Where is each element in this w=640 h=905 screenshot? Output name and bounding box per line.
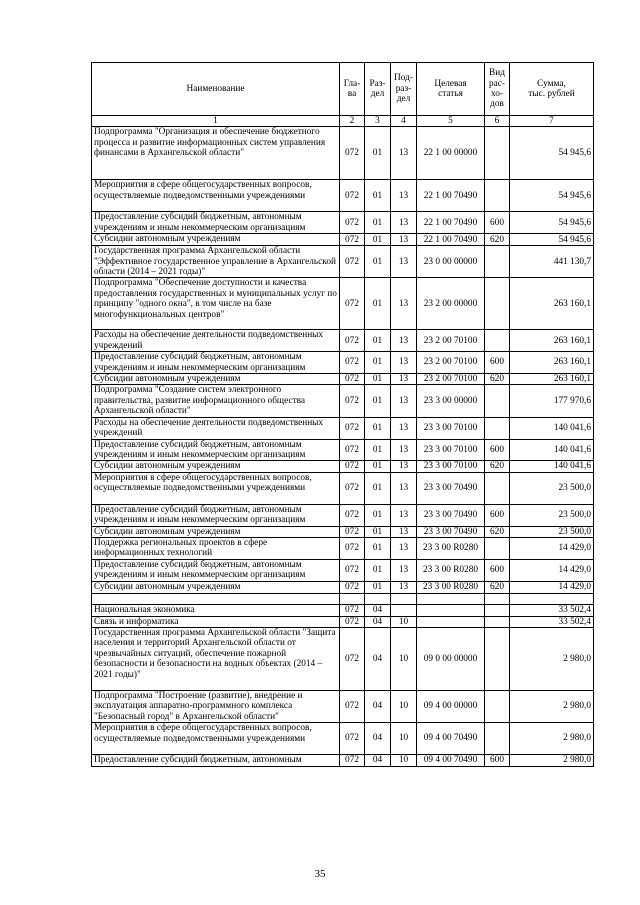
row-name: Мероприятия в сфере общегосударственных вопросов, осуществляемые подведомственными учреждениями [92, 472, 340, 504]
row-glava: 072 [340, 504, 365, 526]
row-target: 22 1 00 70490 [417, 212, 485, 234]
header-podrazdel [391, 63, 417, 116]
row-sum: 2 980,0 [510, 690, 594, 722]
row-target: 23 3 00 R0280 [417, 559, 485, 581]
row-glava: 072 [340, 581, 365, 593]
row-vid [485, 627, 510, 690]
column-number-row [92, 116, 594, 127]
row-sum: 140 041,6 [510, 439, 594, 461]
row-podrazdel: 10 [391, 723, 417, 755]
column-number: 4 [391, 116, 417, 127]
row-sum: 33 502,4 [510, 616, 594, 627]
row-name: Предоставление субсидий бюджетным, автономным [92, 755, 340, 766]
row-name: Субсидии автономным учреждениям [92, 234, 340, 246]
table-row [92, 212, 594, 234]
row-podrazdel: 13 [391, 472, 417, 504]
column-number: 2 [340, 116, 365, 127]
row-podrazdel: 13 [391, 385, 417, 417]
row-razdel: 01 [365, 180, 391, 212]
row-sum [510, 593, 594, 604]
row-name: Субсидии автономным учреждениям [92, 461, 340, 472]
row-name: Мероприятия в сфере общегосударственных вопросов, осуществляемые подведомственными учреждениями [92, 723, 340, 755]
row-razdel: 04 [365, 723, 391, 755]
header-sum [510, 63, 594, 116]
header-razdel [365, 63, 391, 116]
row-razdel: 04 [365, 690, 391, 722]
row-podrazdel: 13 [391, 352, 417, 374]
header-podrazdel-text: Под- раз- дел [394, 73, 413, 105]
table-row [92, 537, 594, 559]
row-podrazdel: 10 [391, 690, 417, 722]
column-number: 7 [510, 116, 594, 127]
row-podrazdel: 13 [391, 180, 417, 212]
row-podrazdel: 13 [391, 504, 417, 526]
row-vid: 620 [485, 461, 510, 472]
row-podrazdel: 13 [391, 212, 417, 234]
row-vid: 620 [485, 374, 510, 385]
row-vid [485, 723, 510, 755]
table-row [92, 330, 594, 352]
row-sum: 14 429,0 [510, 537, 594, 559]
row-glava: 072 [340, 278, 365, 330]
row-razdel: 01 [365, 278, 391, 330]
row-sum: 23 500,0 [510, 472, 594, 504]
row-podrazdel: 13 [391, 417, 417, 439]
row-glava: 072 [340, 627, 365, 690]
row-target: 09 4 00 00000 [417, 690, 485, 722]
row-sum: 23 500,0 [510, 526, 594, 537]
row-vid [485, 330, 510, 352]
row-sum: 14 429,0 [510, 581, 594, 593]
header-glava-text: Гла- ва [343, 78, 361, 99]
row-glava: 072 [340, 127, 365, 180]
row-name: Национальная экономика [92, 604, 340, 616]
row-name: Предоставление субсидий бюджетным, автономным учреждениям и иным некоммерческим организациям [92, 504, 340, 526]
row-podrazdel [391, 593, 417, 604]
row-sum: 263 160,1 [510, 278, 594, 330]
row-glava: 072 [340, 472, 365, 504]
row-vid [485, 417, 510, 439]
row-target: 23 3 00 70490 [417, 472, 485, 504]
row-podrazdel: 13 [391, 537, 417, 559]
row-podrazdel: 13 [391, 330, 417, 352]
row-name: Предоставление субсидий бюджетным, автономным учреждениям и иным некоммерческим организациям [92, 212, 340, 234]
row-glava: 072 [340, 374, 365, 385]
row-glava: 072 [340, 352, 365, 374]
row-vid: 600 [485, 755, 510, 766]
row-vid: 600 [485, 212, 510, 234]
row-vid: 620 [485, 526, 510, 537]
row-sum: 441 130,7 [510, 246, 594, 278]
table-row [92, 461, 594, 472]
row-glava: 072 [340, 180, 365, 212]
row-razdel: 01 [365, 472, 391, 504]
table-row [92, 417, 594, 439]
row-podrazdel: 10 [391, 627, 417, 690]
row-target: 23 0 00 00000 [417, 246, 485, 278]
table-row [92, 278, 594, 330]
row-podrazdel [391, 604, 417, 616]
row-sum: 140 041,6 [510, 417, 594, 439]
row-sum: 54 945,6 [510, 212, 594, 234]
row-vid [485, 537, 510, 559]
row-target: 22 1 00 00000 [417, 127, 485, 180]
row-vid [485, 278, 510, 330]
row-target: 23 3 00 70490 [417, 526, 485, 537]
row-name: Государственная программа Архангельской области "Эффективное государственное управление в Архангельской области (2014 – 2021 годы)" [92, 246, 340, 278]
header-vid [485, 63, 510, 116]
row-sum: 263 160,1 [510, 330, 594, 352]
row-vid: 600 [485, 439, 510, 461]
row-vid [485, 180, 510, 212]
table-row [92, 180, 594, 212]
row-razdel: 04 [365, 755, 391, 766]
row-name: Связь и информатика [92, 616, 340, 627]
row-name: Предоставление субсидий бюджетным, автономным учреждениям и иным некоммерческим организациям [92, 559, 340, 581]
table-row [92, 504, 594, 526]
row-sum: 54 945,6 [510, 127, 594, 180]
row-name: Субсидии автономным учреждениям [92, 526, 340, 537]
row-razdel: 04 [365, 627, 391, 690]
table-body [92, 127, 594, 766]
row-podrazdel: 13 [391, 374, 417, 385]
row-podrazdel: 13 [391, 581, 417, 593]
row-razdel: 01 [365, 537, 391, 559]
row-target: 23 3 00 70100 [417, 417, 485, 439]
row-glava [340, 593, 365, 604]
header-row [92, 63, 594, 116]
row-podrazdel: 13 [391, 246, 417, 278]
row-sum: 263 160,1 [510, 352, 594, 374]
row-razdel: 01 [365, 330, 391, 352]
row-vid [485, 385, 510, 417]
row-name: Подпрограмма "Построение (развитие), внедрение и эксплуатация аппаратно-программного комплекса "Безопасный город" в Архангельской области" [92, 690, 340, 722]
row-name: Предоставление субсидий бюджетным, автономным учреждениям и иным некоммерческим организациям [92, 352, 340, 374]
table-row [92, 690, 594, 722]
table-row [92, 385, 594, 417]
row-vid: 600 [485, 352, 510, 374]
row-podrazdel: 10 [391, 755, 417, 766]
row-razdel: 01 [365, 526, 391, 537]
row-name: Расходы на обеспечение деятельности подведомственных учреждений [92, 330, 340, 352]
row-razdel: 01 [365, 559, 391, 581]
row-target: 09 4 00 70490 [417, 723, 485, 755]
row-target: 22 1 00 70490 [417, 234, 485, 246]
row-podrazdel: 10 [391, 616, 417, 627]
row-razdel: 01 [365, 461, 391, 472]
row-razdel: 01 [365, 417, 391, 439]
row-glava: 072 [340, 604, 365, 616]
row-sum: 33 502,4 [510, 604, 594, 616]
row-glava: 072 [340, 616, 365, 627]
row-sum: 2 980,0 [510, 627, 594, 690]
row-glava: 072 [340, 246, 365, 278]
column-number: 1 [92, 116, 340, 127]
column-number: 3 [365, 116, 391, 127]
header-name: Наименование [92, 63, 340, 116]
table-row [92, 439, 594, 461]
row-sum: 140 041,6 [510, 461, 594, 472]
row-target: 09 0 00 00000 [417, 627, 485, 690]
table-row [92, 559, 594, 581]
table-row [92, 616, 594, 627]
row-podrazdel: 13 [391, 234, 417, 246]
row-name: Подпрограмма "Обеспечение доступности и качества предоставления государственных и муниципальных услуг по принципу "одного окна", в том числе на базе многофункциональных центров" [92, 278, 340, 330]
row-glava: 072 [340, 723, 365, 755]
row-podrazdel: 13 [391, 278, 417, 330]
header-sum-text: Сумма, тыс. рублей [528, 78, 575, 99]
table-row [92, 127, 594, 180]
row-target: 23 2 00 70100 [417, 330, 485, 352]
row-target: 23 3 00 R0280 [417, 537, 485, 559]
row-podrazdel: 13 [391, 461, 417, 472]
row-vid [485, 127, 510, 180]
row-sum: 263 160,1 [510, 374, 594, 385]
row-glava: 072 [340, 439, 365, 461]
row-glava: 072 [340, 234, 365, 246]
row-target: 23 3 00 70100 [417, 461, 485, 472]
row-podrazdel: 13 [391, 526, 417, 537]
row-vid [485, 604, 510, 616]
row-sum: 177 970,6 [510, 385, 594, 417]
table-row [92, 234, 594, 246]
row-name: Подпрограмма "Организация и обеспечение бюджетного процесса и развитие информационных систем управления финансами в Архангельской области" [92, 127, 340, 180]
row-razdel: 01 [365, 581, 391, 593]
row-vid [485, 690, 510, 722]
row-name [92, 593, 340, 604]
row-target: 23 3 00 00000 [417, 385, 485, 417]
row-razdel: 01 [365, 439, 391, 461]
table-row [92, 352, 594, 374]
row-name: Расходы на обеспечение деятельности подведомственных учреждений [92, 417, 340, 439]
row-name: Мероприятия в сфере общегосударственных вопросов, осуществляемые подведомственными учреждениями [92, 180, 340, 212]
row-glava: 072 [340, 537, 365, 559]
row-razdel: 01 [365, 352, 391, 374]
column-number: 5 [417, 116, 485, 127]
budget-table [91, 62, 594, 767]
header-target [417, 63, 485, 116]
row-target: 23 2 00 70100 [417, 352, 485, 374]
row-name: Субсидии автономным учреждениям [92, 374, 340, 385]
row-sum: 54 945,6 [510, 234, 594, 246]
row-vid [485, 246, 510, 278]
row-vid: 600 [485, 559, 510, 581]
row-glava: 072 [340, 385, 365, 417]
page-number: 35 [314, 868, 326, 880]
row-sum: 14 429,0 [510, 559, 594, 581]
row-target [417, 604, 485, 616]
row-glava: 072 [340, 526, 365, 537]
row-razdel: 01 [365, 234, 391, 246]
row-target: 23 2 00 70100 [417, 374, 485, 385]
row-sum: 2 980,0 [510, 723, 594, 755]
row-target: 09 4 00 70490 [417, 755, 485, 766]
table-row [92, 472, 594, 504]
row-vid [485, 616, 510, 627]
row-podrazdel: 13 [391, 559, 417, 581]
row-vid [485, 593, 510, 604]
row-razdel [365, 593, 391, 604]
header-razdel-text: Раз- дел [369, 78, 386, 99]
table-row [92, 374, 594, 385]
row-vid: 620 [485, 234, 510, 246]
row-name: Государственная программа Архангельской области "Защита населения и территорий Архангельской области от чрезвычайных ситуаций, обеспечение пожарной безопасности и безопасности на водных объектах (2014 – 2021 годы)" [92, 627, 340, 690]
row-name: Предоставление субсидий бюджетным, автономным учреждениям и иным некоммерческим организациям [92, 439, 340, 461]
row-name: Субсидии автономным учреждениям [92, 581, 340, 593]
row-razdel: 01 [365, 246, 391, 278]
row-target: 22 1 00 70490 [417, 180, 485, 212]
table-row [92, 604, 594, 616]
row-glava: 072 [340, 461, 365, 472]
row-target: 23 2 00 00000 [417, 278, 485, 330]
header-glava [340, 63, 365, 116]
table-row [92, 581, 594, 593]
row-vid [485, 472, 510, 504]
row-glava: 072 [340, 690, 365, 722]
row-razdel: 01 [365, 127, 391, 180]
row-glava: 072 [340, 212, 365, 234]
row-razdel: 01 [365, 374, 391, 385]
table-row [92, 593, 594, 604]
row-sum: 2 980,0 [510, 755, 594, 766]
row-razdel: 01 [365, 212, 391, 234]
row-name: Подпрограмма "Создание систем электронного правительства, развитие информационного общества Архангельской области" [92, 385, 340, 417]
row-glava: 072 [340, 755, 365, 766]
header-vid-text: Вид рас- хо- дов [489, 68, 505, 110]
row-target: 23 3 00 70100 [417, 439, 485, 461]
row-target [417, 593, 485, 604]
row-name: Поддержка региональных проектов в сфере информационных технологий [92, 537, 340, 559]
row-glava: 072 [340, 559, 365, 581]
table-row [92, 526, 594, 537]
row-glava: 072 [340, 417, 365, 439]
row-razdel: 04 [365, 604, 391, 616]
row-razdel: 01 [365, 504, 391, 526]
row-target: 23 3 00 R0280 [417, 581, 485, 593]
row-vid: 600 [485, 504, 510, 526]
row-vid: 620 [485, 581, 510, 593]
row-sum: 54 945,6 [510, 180, 594, 212]
row-sum: 23 500,0 [510, 504, 594, 526]
table-row [92, 246, 594, 278]
row-glava: 072 [340, 330, 365, 352]
table-row [92, 723, 594, 755]
row-razdel: 01 [365, 385, 391, 417]
table-row [92, 627, 594, 690]
table-row [92, 755, 594, 766]
row-podrazdel: 13 [391, 127, 417, 180]
header-target-text: Целевая статья [434, 78, 467, 99]
row-razdel: 04 [365, 616, 391, 627]
column-number: 6 [485, 116, 510, 127]
row-podrazdel: 13 [391, 439, 417, 461]
row-target: 23 3 00 70490 [417, 504, 485, 526]
row-target [417, 616, 485, 627]
